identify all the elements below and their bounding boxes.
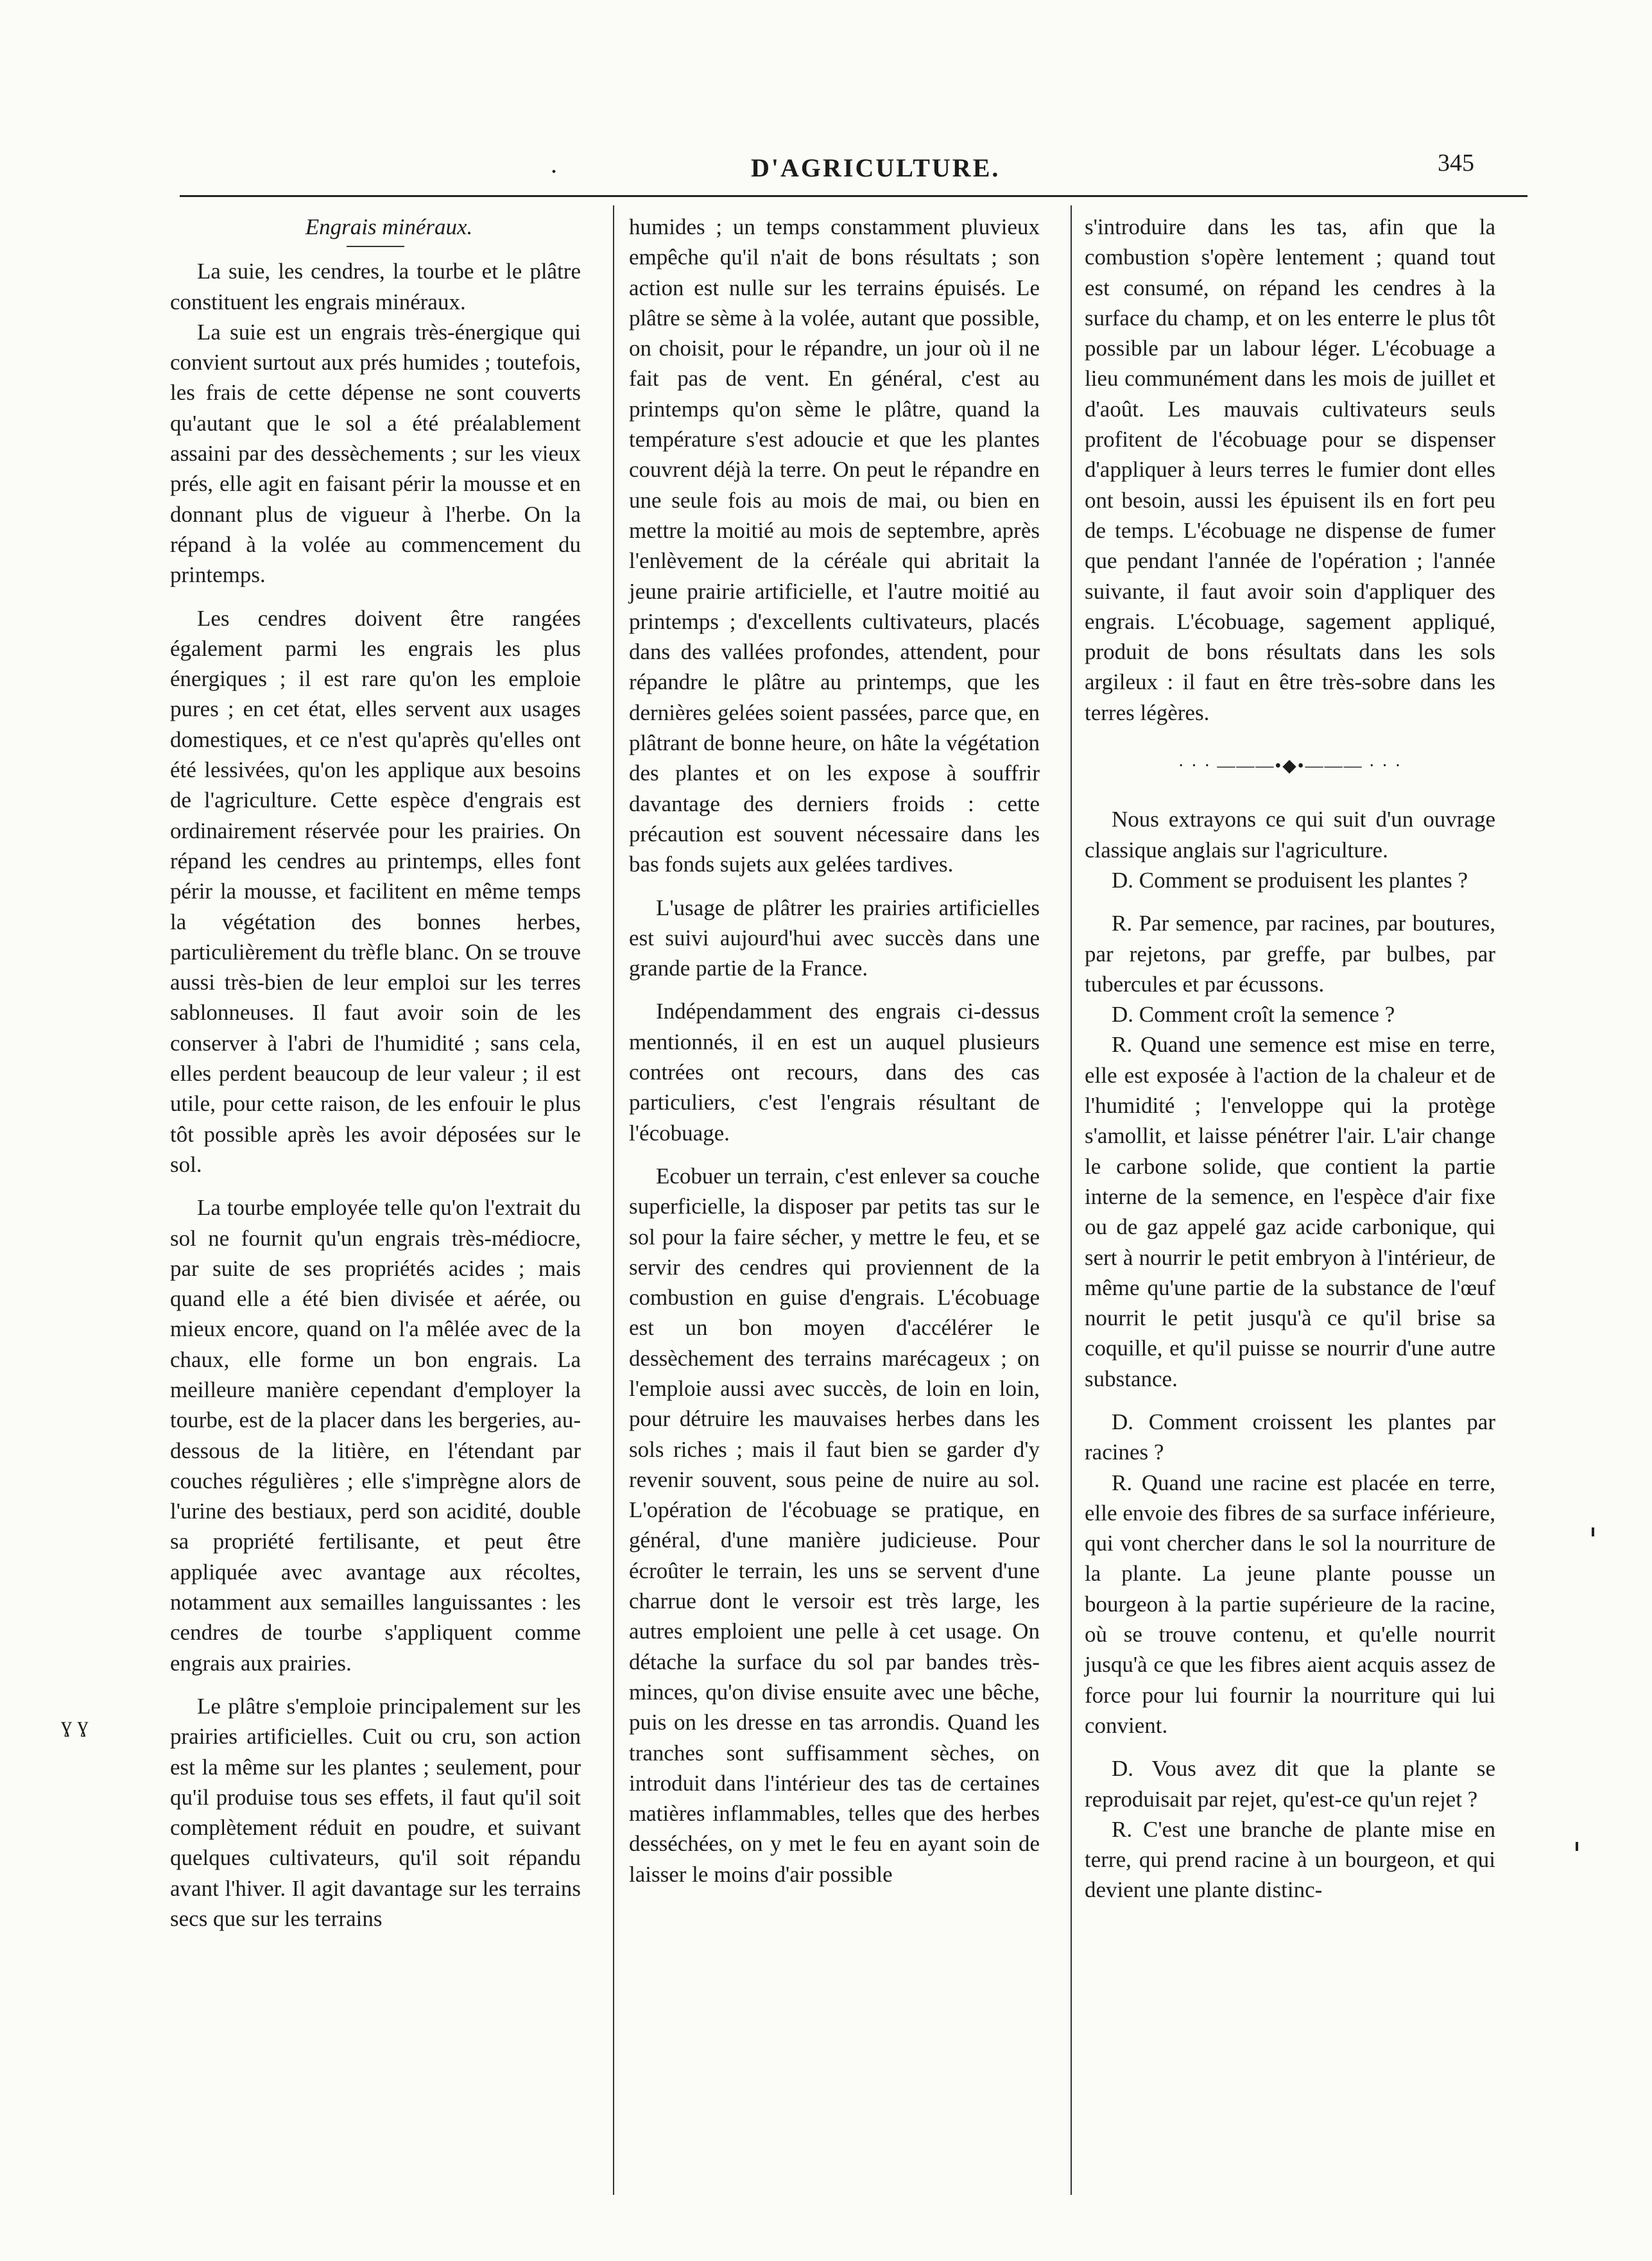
column-3 xyxy=(1085,212,1495,1905)
question: D. Comment croissent les plantes par racines ? xyxy=(1085,1409,1495,1465)
paragraph: Indépendamment des engrais ci-dessus mentionnés, il en est un auquel plusieurs contrées ont recours, dans des cas particuliers, c'est l'engrais résultant de l'écobuage. xyxy=(629,999,1040,1146)
paragraph: Les cendres doivent être rangées également parmi les engrais les plus énergiques ; il est rare qu'on les emploie pures ; en cet état, elles servent aux usages domestiques, et ce n'est qu'après qu'elles ont été lessivées, qu'on les applique aux besoins de l'agriculture. Cette espèce d'engrais est ordinairement réservée pour les prairies. On répand les cendres au printemps, elles font périr la mousse, et facilitent en même temps la végétation des bonnes herbes, particulièrement du trèfle blanc. On se trouve aussi très-bien de leur emploi sur les terres sablonneuses. Il faut avoir soin de les conserver à l'abri de l'humidité ; sans cela, elles perdent beaucoup de leur valeur ; il est utile, pour cette raison, de les enfouir le plus tôt possible après les avoir déposées sur le sol. xyxy=(170,605,581,1177)
column-2 xyxy=(629,212,1040,1889)
answer: R. Quand une semence est mise en terre, elle est exposée à l'action de la chaleur et de l'humidité ; l'enveloppe qui la protège s'amollit, et laisse pénétrer l'air. L'air change le carbone solide, que contient la partie interne de la semence, en l'espèce d'air fixe ou de gaz appelé gaz acide carbonique, qui sert à nourrir le petit embryon à l'intérieur, de même qu'une partie de la substance de l'œuf nourrit le petit jusqu'à ce qu'il brise sa coquille, et qu'il puisse se nourrir d'une autre substance. xyxy=(1085,1032,1495,1391)
paragraph: La suie, les cendres, la tourbe et le plâtre constituent les engrais minéraux. xyxy=(170,259,581,314)
title-rule xyxy=(347,246,404,247)
stray-ink-mark xyxy=(1576,1842,1578,1851)
paragraph: La suie est un engrais très-énergique qui convient surtout aux prés humides ; toutefois, les frais de cette dépense ne sont couverts qu'autant que le sol a été préalablement assaini par des dessèchements ; sur les vieux prés, elle agit en faisant périr la mousse et en donnant plus de vigueur à l'herbe. On la répand à la volée au commencement du printemps. xyxy=(170,319,581,588)
stray-ink-mark xyxy=(1592,1527,1594,1536)
section-title: Engrais minéraux. xyxy=(305,214,473,239)
paragraph: Nous extrayons ce qui suit d'un ouvrage classique anglais sur l'agriculture. xyxy=(1085,807,1495,863)
answer: R. Par semence, par racines, par boutures, par rejetons, par greffe, par bulbes, par tubercules et par écussons. xyxy=(1085,911,1495,997)
ornamental-divider: · · · ———•◆•——— · · · xyxy=(1178,756,1402,777)
question: D. Comment croît la semence ? xyxy=(1112,1002,1395,1027)
column-1 xyxy=(170,212,581,1934)
paragraph: Le plâtre s'emploie principalement sur les prairies artificielles. Cuit ou cru, son action est la même sur les plantes ; seulement, pour qu'il produise tous ses effets, il faut qu'il soit complètement réduit en poudre, et suivant quelques cultivateurs, qu'il soit répandu avant l'hiver. Il agit davantage sur les terrains secs que sur les terrains xyxy=(170,1693,581,1932)
header-dot: . xyxy=(551,150,557,178)
paragraph: L'usage de plâtrer les prairies artificielles est suivi aujourd'hui avec succès dans une grande partie de la France. xyxy=(629,895,1040,981)
question: D. Comment se produisent les plantes ? xyxy=(1112,867,1468,893)
paragraph: La tourbe employée telle qu'on l'extrait du sol ne fournit qu'un engrais très-médiocre, par suite de ses propriétés acides ; mais quand elle a été bien divisée et aérée, ou mieux encore, quand on l'a mêlée avec de la chaux, elle forme un bon engrais. La meilleure manière cependant d'employer la tourbe, est de la placer dans les bergeries, au-dessous de la litière, en l'étendant par couches régulières ; elle s'imprègne alors de l'urine des bestiaux, perd son acidité, double sa propriété fertilisante, et peut être appliquée avec avantage aux récoltes, notamment aux semailles languissantes : les cendres de tourbe s'appliquent comme engrais aux prairies. xyxy=(170,1195,581,1676)
column-divider-1 xyxy=(613,205,614,2195)
column-divider-2 xyxy=(1071,205,1072,2195)
header-rule xyxy=(180,195,1527,197)
running-title: D'AGRICULTURE. xyxy=(751,153,1001,182)
answer: R. Quand une racine est placée en terre, elle envoie des fibres de sa surface inférieure, qui vont chercher dans le sol la nourriture de la plante. La jeune plante pousse un bourgeon à la partie supérieure de la racine, où se trouve contenu, et qu'elle nourrit jusqu'à ce que les fibres aient acquis assez de force pour lui fournir la nourriture qui lui convient. xyxy=(1085,1470,1495,1738)
paragraph: humides ; un temps constamment pluvieux empêche qu'il n'ait de bons résultats ; son action est nulle sur les terrains épuisés. Le plâtre se sème à la volée, autant que possible, on choisit, pour le répandre, un jour où il ne fait pas de vent. En général, c'est au printemps qu'on sème le plâtre, quand la température s'est adoucie et que les plantes couvrent déjà la terre. On peut le répandre en une seule fois au mois de mai, ou bien en mettre la moitié au mois de septembre, après l'enlèvement de la céréale qui abritait la jeune prairie artificielle, et l'autre moitié au printemps ; d'excellents cultivateurs, placés dans des vallées profondes, attendent, pour répandre le plâtre au printemps, que les dernières gelées soient passées, parce que, en plâtrant de bonne heure, on hâte la végétation des plantes et on les expose à souffrir davantage des derniers froids : cette précaution est souvent nécessaire dans les bas fonds sujets aux gelées tardives. xyxy=(629,214,1040,877)
paragraph: Ecobuer un terrain, c'est enlever sa couche superficielle, la disposer par petits tas sur le sol pour la faire sécher, y mettre le feu, et se servir des cendres qui proviennent de la combustion en guise d'engrais. L'écobuage est un bon moyen d'accélérer le dessèchement des terrains marécageux ; on l'emploie aussi avec succès, de loin en loin, pour détruire les mauvaises herbes dans les sols riches ; mais il faut bien se garder d'y revenir souvent, sous peine de nuire au sol. L'opération de l'écobuage se pratique, en général, d'une manière judicieuse. Pour écroûter le terrain, les uns se servent d'une charrue dont le versoir est très large, les autres emploient une pelle à cet usage. On détache la surface du sol par bandes très-minces, qu'on divise ensuite avec une bêche, puis on les dresse en tas arrondis. Quand les tranches sont suffisamment sèches, on introduit dans l'intérieur des tas de certaines matières inflammables, telles que des herbes desséchées, on y met le feu en ayant soin de laisser le moins d'air possible xyxy=(629,1163,1040,1887)
margin-mark: ɣ ɣ xyxy=(61,1714,89,1737)
answer: R. C'est une branche de plante mise en terre, qui prend racine à un bourgeon, et qui devient une plante distinc- xyxy=(1085,1816,1495,1903)
question: D. Vous avez dit que la plante se reproduisait par rejet, qu'est-ce qu'un rejet ? xyxy=(1085,1756,1495,1812)
paragraph: s'introduire dans les tas, afin que la combustion s'opère lentement ; quand tout est consumé, on répand les cendres à la surface du champ, et on les enterre le plus tôt possible par un labour léger. L'écobuage a lieu communément dans les mois de juillet et d'août. Les mauvais cultivateurs seuls profitent de l'écobuage pour se dispenser d'appliquer à leurs terres le fumier dont elles ont besoin, aussi les épuisent ils en fort peu de temps. L'écobuage ne dispense de fumer que pendant l'année de l'opération ; l'année suivante, il faut avoir soin d'appliquer des engrais. L'écobuage, sagement appliqué, produit de bons résultats dans les sols argileux : il faut en être très-sobre dans les terres légères. xyxy=(1085,214,1495,725)
page-number: 345 xyxy=(1438,150,1474,176)
